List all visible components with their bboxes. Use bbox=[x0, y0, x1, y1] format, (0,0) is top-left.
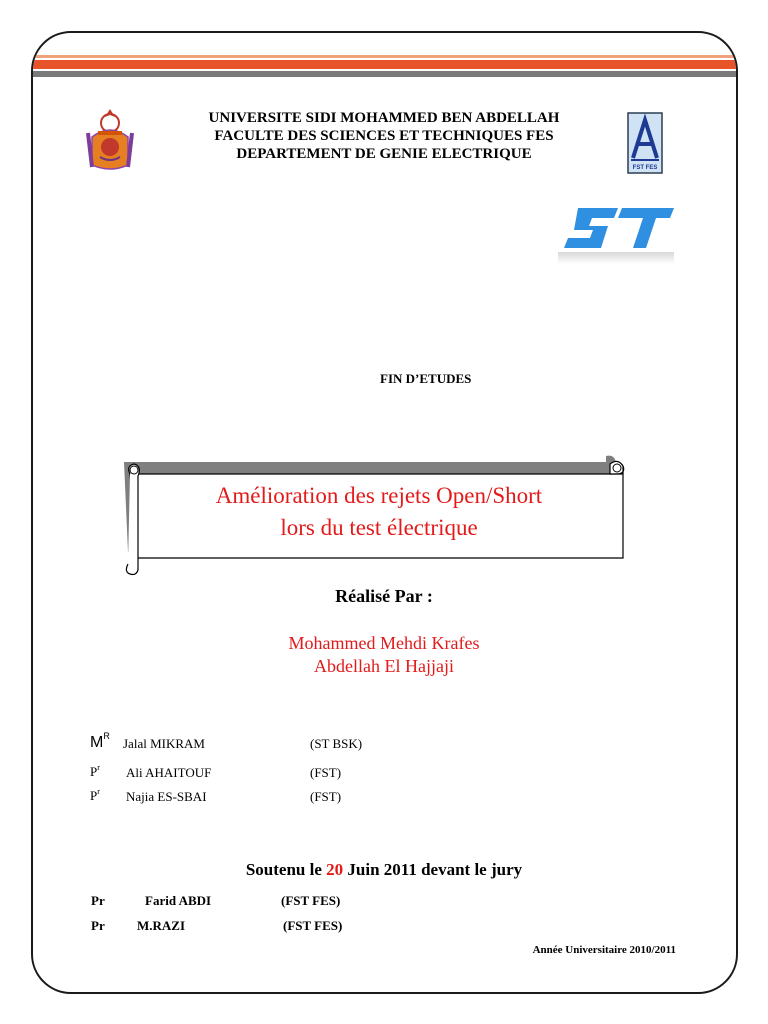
supervisor-title: $M^R$ bbox=[90, 731, 110, 751]
university-crest-logo bbox=[84, 107, 136, 173]
supervisor-title: $P^r$ bbox=[90, 787, 100, 803]
jury-title: Pr bbox=[91, 893, 105, 908]
defense-date: Soutenu le 20 Juin 2011 devant le jury bbox=[245, 860, 523, 879]
header-stripe-gray bbox=[33, 71, 736, 77]
thesis-title bbox=[140, 480, 618, 544]
supervisor-affiliation: (FST) bbox=[310, 789, 342, 804]
fst-fes-logo bbox=[627, 112, 663, 174]
department-name: DEPARTEMENT DE GENIE ELECTRIQUE bbox=[236, 146, 532, 162]
jury-affiliation: (FST FES) bbox=[281, 893, 341, 908]
thesis-title-line2: lors du test électrique bbox=[280, 515, 478, 540]
header-stripe-light bbox=[33, 55, 736, 58]
authors-list bbox=[0, 632, 768, 678]
university-name: UNIVERSITE SIDI MOHAMMED BEN ABDELLAH bbox=[208, 110, 560, 126]
author-name: Mohammed Mehdi Krafes bbox=[288, 633, 480, 653]
supervisor-name: Jalal MIKRAM bbox=[123, 736, 205, 751]
thesis-title-line1: Amélioration des rejets Open/Short bbox=[215, 483, 543, 508]
supervisor-name: Ali AHAITOUF bbox=[126, 765, 212, 780]
st-logo bbox=[556, 204, 676, 266]
jury-name: Farid ABDI bbox=[145, 893, 212, 908]
realise-par-label: Réalisé Par : bbox=[335, 586, 433, 606]
jury-name: M.RAZI bbox=[137, 918, 186, 933]
document-type: FIN D’ETUDES bbox=[380, 371, 472, 386]
jury-affiliation: (FST FES) bbox=[283, 918, 343, 933]
header-stripe-orange bbox=[33, 60, 736, 69]
supervisor-affiliation: (FST) bbox=[310, 765, 342, 780]
supervisor-name: Najia ES-SBAI bbox=[126, 789, 207, 804]
fst-logo-label: FST FES bbox=[632, 165, 658, 171]
academic-year: Année Universitaire 2010/2011 bbox=[532, 944, 676, 956]
supervisor-title: $P^r$ bbox=[90, 763, 100, 779]
supervisor-affiliation: (ST BSK) bbox=[310, 736, 363, 751]
author-name: Abdellah El Hajjaji bbox=[314, 656, 454, 676]
jury-title: Pr bbox=[91, 918, 105, 933]
defense-day: 20 bbox=[326, 860, 344, 879]
faculty-name: FACULTE DES SCIENCES ET TECHNIQUES FES bbox=[214, 128, 554, 144]
